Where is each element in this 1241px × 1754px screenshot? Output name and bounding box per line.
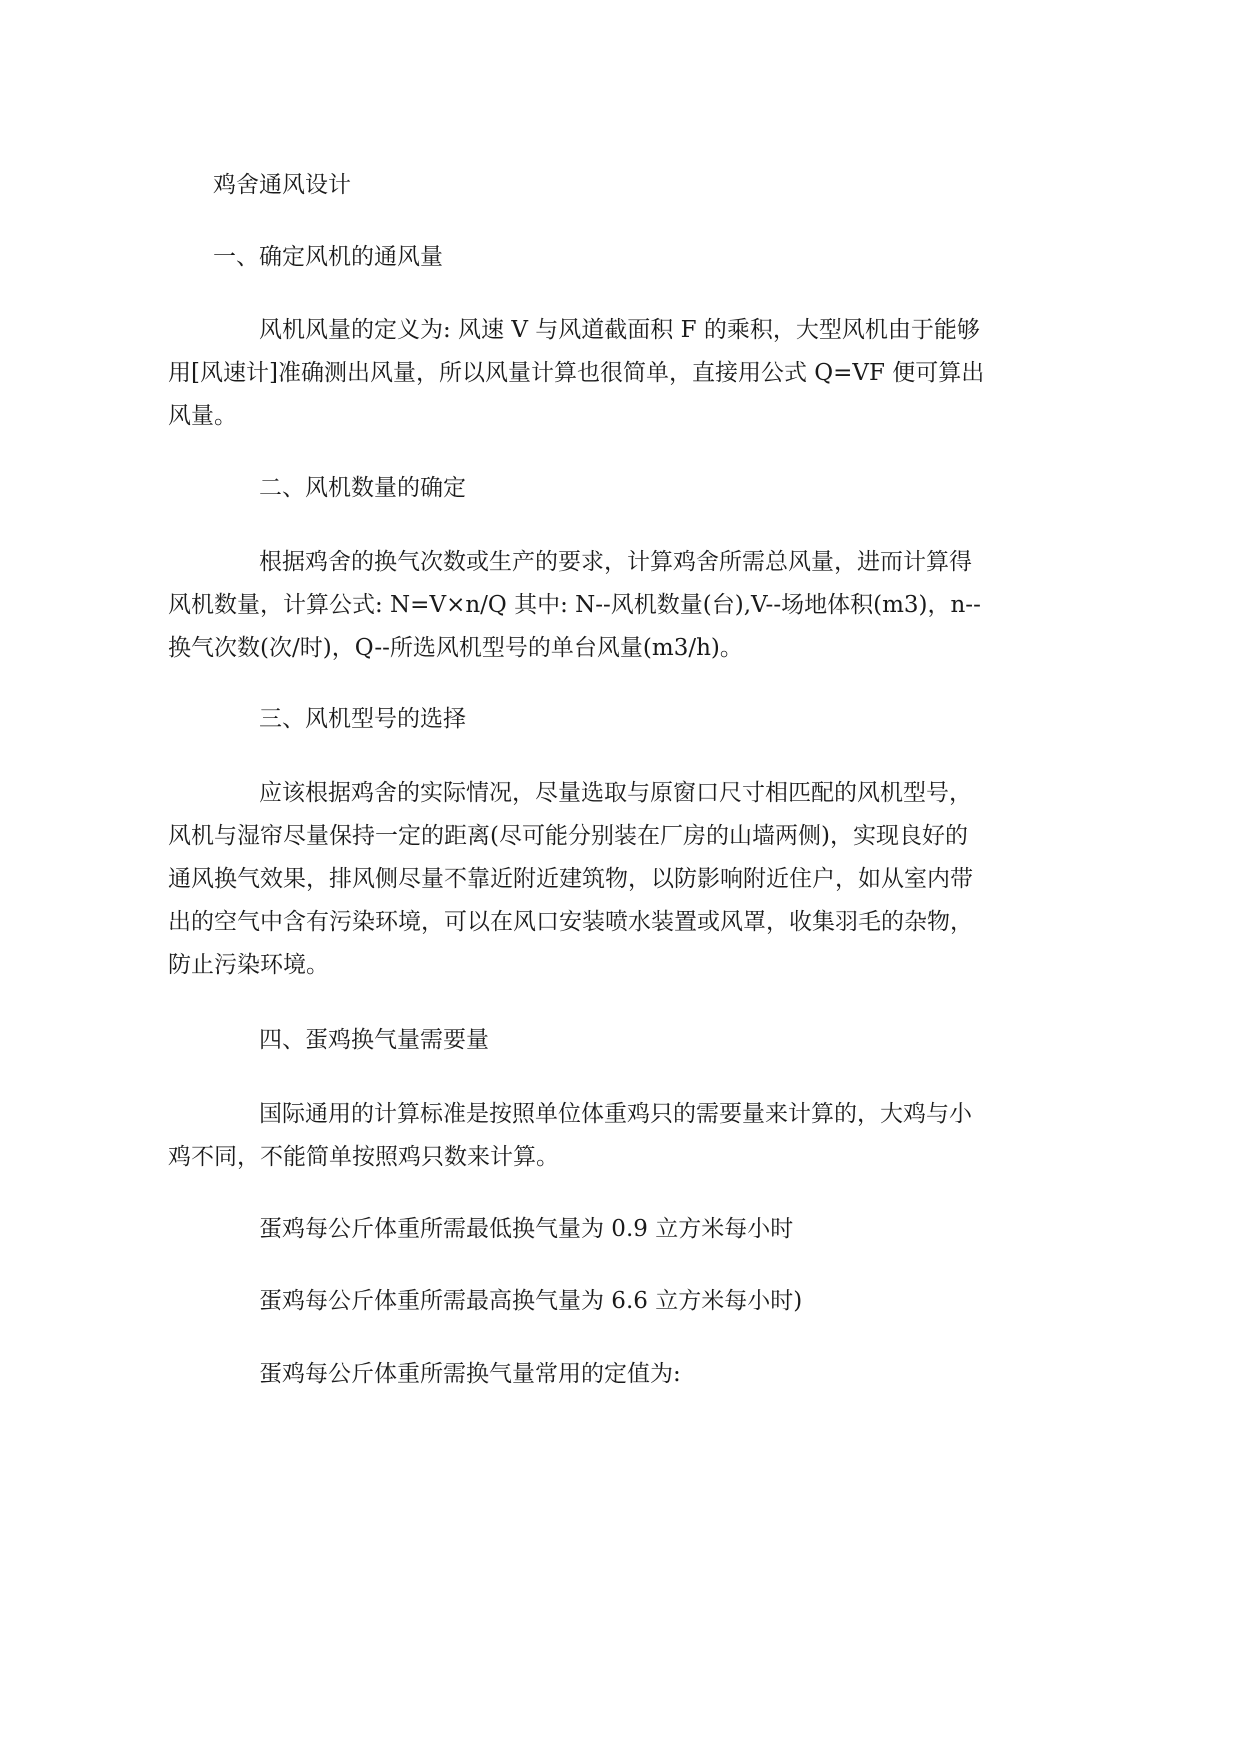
min-ventilation-line: 蛋鸡每公斤体重所需最低换气量为 0.9 立方米每小时	[259, 1216, 794, 1242]
section-2-paragraph	[168, 541, 981, 670]
section-1-paragraph	[168, 309, 985, 438]
paragraph-line: 鸡不同，不能简单按照鸡只数来计算。	[168, 1144, 559, 1170]
paragraph-line: 国际通用的计算标准是按照单位体重鸡只的需要量来计算的，大鸡与小	[259, 1101, 972, 1127]
paragraph-line: 出的空气中含有污染环境，可以在风口安装喷水装置或风罩，收集羽毛的杂物，	[168, 909, 973, 935]
typical-ventilation-line: 蛋鸡每公斤体重所需换气量常用的定值为:	[259, 1361, 681, 1387]
section-4-heading: 四、蛋鸡换气量需要量	[259, 1027, 489, 1053]
paragraph-line: 风机风量的定义为: 风速 V 与风道截面积 F 的乘积，大型风机由于能够	[259, 317, 980, 343]
max-ventilation-line: 蛋鸡每公斤体重所需最高换气量为 6.6 立方米每小时)	[259, 1288, 803, 1314]
section-3-paragraph	[168, 772, 973, 987]
paragraph-line: 根据鸡舍的换气次数或生产的要求，计算鸡舍所需总风量，进而计算得	[259, 549, 972, 575]
document-title: 鸡舍通风设计	[213, 172, 351, 198]
paragraph-line: 应该根据鸡舍的实际情况，尽量选取与原窗口尺寸相匹配的风机型号，	[259, 780, 972, 806]
paragraph-line: 换气次数(次/时)，Q--所选风机型号的单台风量(m3/h)。	[168, 635, 743, 661]
section-2-heading: 二、风机数量的确定	[259, 475, 466, 501]
paragraph-line: 用[风速计]准确测出风量，所以风量计算也很简单，直接用公式 Q=VF 便可算出	[168, 360, 985, 386]
paragraph-line: 防止污染环境。	[168, 952, 329, 978]
paragraph-line: 风机与湿帘尽量保持一定的距离(尽可能分别装在厂房的山墙两侧)，实现良好的	[168, 823, 968, 849]
section-4-paragraph	[168, 1093, 972, 1179]
paragraph-line: 风量。	[168, 403, 237, 429]
section-1-heading: 一、确定风机的通风量	[213, 244, 443, 270]
paragraph-line: 通风换气效果，排风侧尽量不靠近附近建筑物，以防影响附近住户，如从室内带	[168, 866, 973, 892]
section-3-heading: 三、风机型号的选择	[259, 706, 466, 732]
paragraph-line: 风机数量，计算公式: N=V×n/Q 其中: N--风机数量(台),V--场地体积(m3)，n--	[168, 592, 981, 618]
